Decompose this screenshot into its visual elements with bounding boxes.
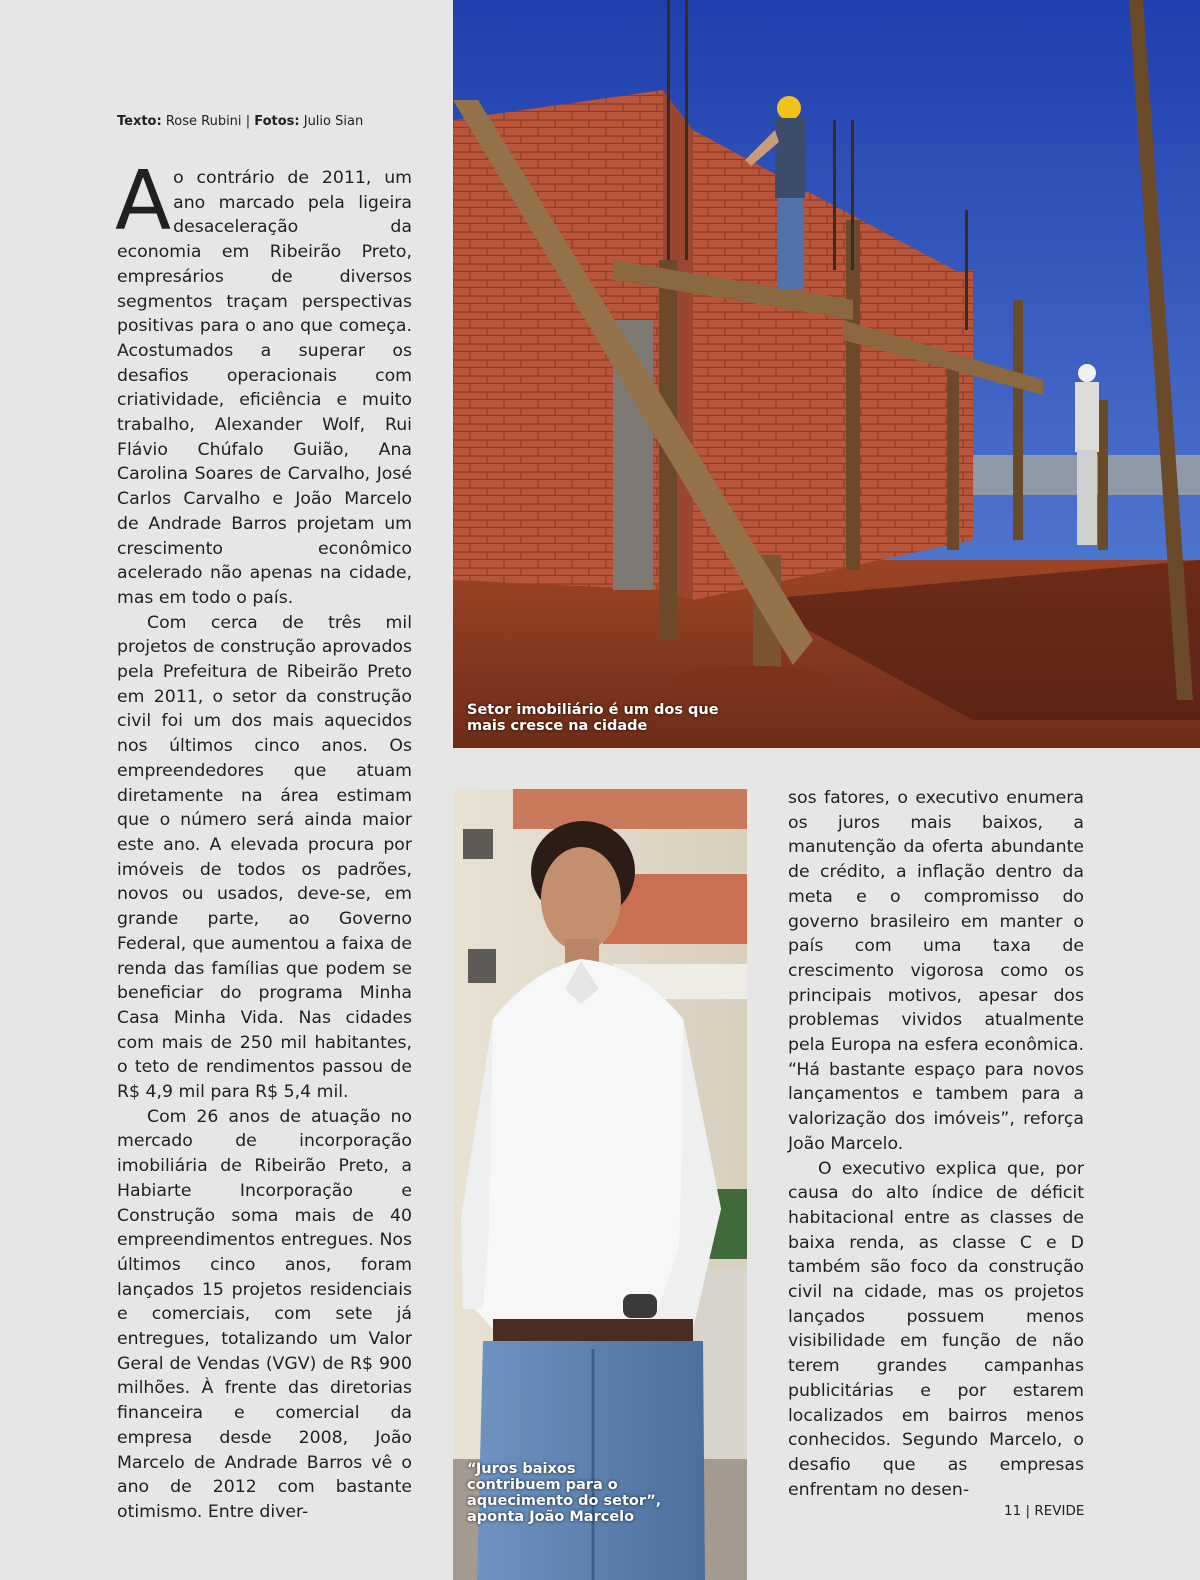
photo-label: Fotos: xyxy=(254,114,300,129)
paragraph-3: Com 26 anos de atuação no mercado de incorporação imobiliária de Ribeirão Preto, a Habiarte Incorporação e Construção soma mais de 40 empreendimentos entregues. Nos últimos cinco anos, foram lançados 15 projetos residenciais e comerciais, com sete já entregues, totalizando um Valor Geral de Vendas (VGV) de R$ 900 milhões. À frente das diretorias financeira e comercial da empresa desde 2008, João Marcelo de Andrade Barros vê o ano de 2012 com bastante otimismo. Entre diver- xyxy=(117,1106,412,1522)
text-author: Rose Rubini xyxy=(165,114,242,129)
magazine-name: REVIDE xyxy=(1034,1503,1085,1519)
page-footer xyxy=(1004,1503,1084,1519)
paragraph-1-text: o contrário de 2011, um ano marcado pela ligeira desaceleração da economia em Ribeirão Preto, empresários de diversos segmentos traçam perspectivas positivas para o ano que começa. Acostumados a superar os desafios operacionais com criatividade, eficiência e muito trabalho, Alexander Wolf, Rui Flávio Chúfalo Guião, Ana Carolina Soares de Carvalho, José Carlos Carvalho e João Marcelo de Andrade Barros projetam um crescimento econômico acelerado não apenas na cidade, mas em todo o país. xyxy=(117,168,412,608)
text-label: Texto: xyxy=(117,114,162,129)
construction-scene-image xyxy=(453,0,1200,748)
paragraph-4: sos fatores, o executivo enumera os juros mais baixos, a manutenção da oferta abundante de crédito, a inflação dentro da meta e o compromisso do governo brasileiro em manter o país com uma taxa de crescimento vigorosa como os principais motivos, apesar dos problemas vividos atualmente pela Europa na esfera econômica. “Há bastante espaço para novos lançamentos e tambem para a valorização dos imóveis”, reforça João Marcelo. xyxy=(788,788,1084,1154)
article-column-left xyxy=(115,154,412,1525)
paragraph-2: Com cerca de três mil projetos de construção aprovados pela Prefeitura de Ribeirão Preto em 2011, o setor da construção civil foi um dos mais aquecidos nos últimos cinco anos. Os empreendedores que atuam diretamente na área estimam que o número será ainda maior este ano. A elevada procura por imóveis de todos os padrões, novos ou usados, deve-se, em grande parte, ao Governo Federal, que aumentou a faixa de renda das famílias que podem se beneficiar do programa Minha Casa Minha Vida. Nas cidades com mais de 250 mil habitantes, o teto de rendimentos passou de R$ 4,9 mil para R$ 5,4 mil. xyxy=(117,612,412,1103)
portrait-photo xyxy=(453,789,747,1580)
photo-author: Julio Sian xyxy=(303,114,364,129)
footer-separator: | xyxy=(1025,1503,1031,1519)
page-number: 11 xyxy=(1004,1503,1022,1519)
credit-separator: | xyxy=(245,114,251,129)
construction-photo xyxy=(453,0,1200,748)
portrait-photo-caption: “Juros baixos contribuem para o aquecimento do setor”, aponta João Marcelo xyxy=(467,1461,662,1525)
drop-cap: A xyxy=(115,154,172,249)
paragraph-5: O executivo explica que, por causa do alto índice de déficit habitacional entre as classes de baixa renda, as classe C e D também são foco da construção civil na cidade, mas os projetos lançados possuem menos visibilidade em função de não terem grandes campanhas publicitárias e por estarem localizados em bairros menos conhecidos. Segundo Marcelo, o desafio que as empresas enfrentam no desen- xyxy=(788,1158,1084,1500)
construction-photo-caption: Setor imobiliário é um dos que mais cresce na cidade xyxy=(467,702,719,734)
paragraph-1 xyxy=(115,154,412,611)
article-column-right xyxy=(788,786,1084,1502)
photo-text-credit xyxy=(117,114,363,129)
